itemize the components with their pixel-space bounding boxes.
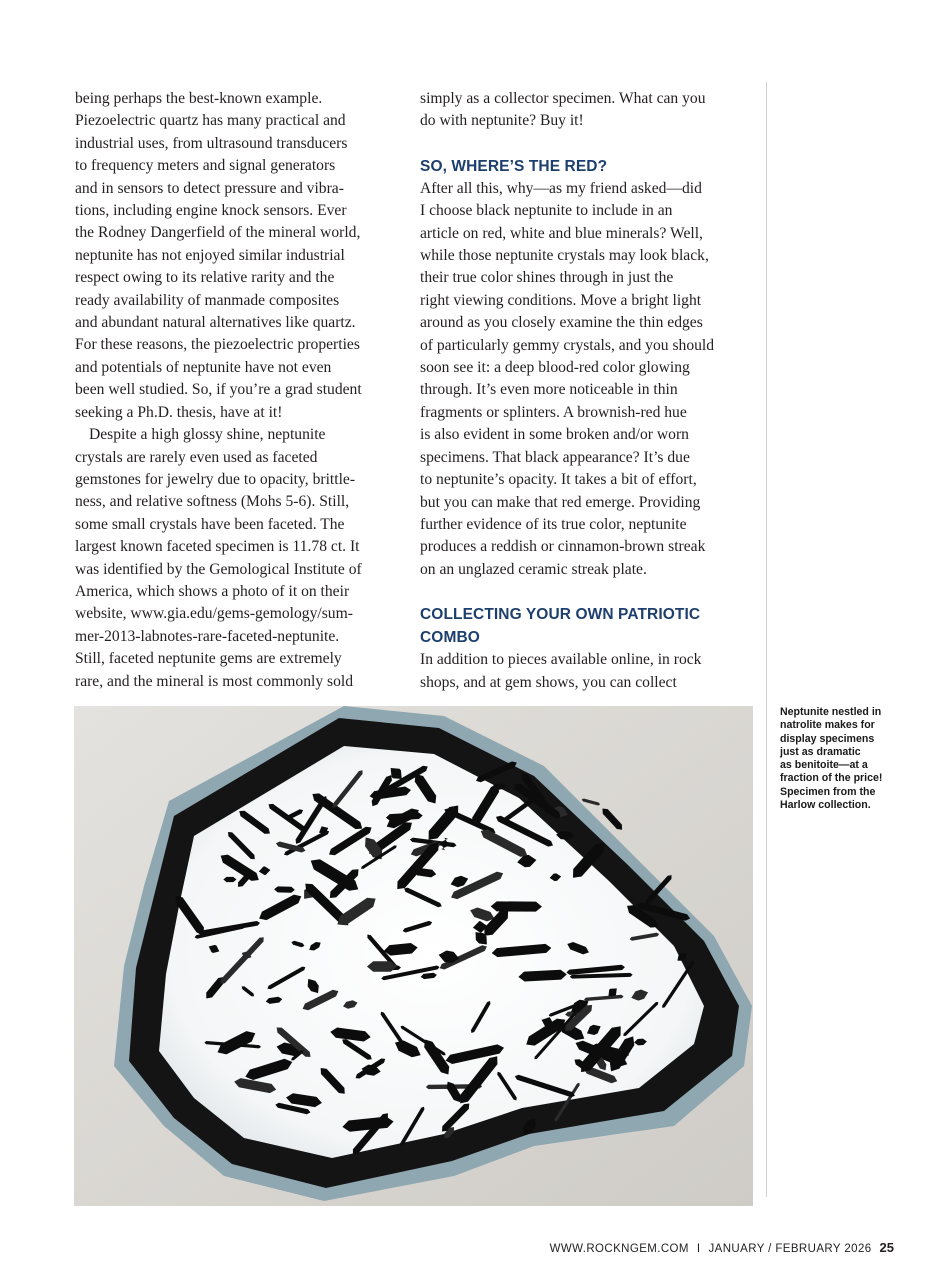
text-line: largest known faceted specimen is 11.78 ct. It: [75, 538, 360, 556]
text-line: Despite a high glossy shine, neptunite: [89, 426, 326, 444]
crystal-shape: [367, 961, 397, 972]
text-line: ness, and relative softness (Mohs 5-6). Still,: [75, 493, 350, 511]
text-line: I choose black neptunite to include in an: [420, 202, 673, 220]
text-line: fragments or splinters. A brownish-red hue: [420, 403, 687, 421]
text-line: do with neptunite? Buy it!: [420, 112, 584, 130]
text-line: right viewing conditions. Move a bright light: [420, 291, 702, 309]
footer-separator: I: [696, 1243, 701, 1255]
column-divider: [766, 82, 767, 1197]
text-line: industrial uses, from ultrasound transducers: [75, 134, 348, 152]
text-line: of particularly gemmy crystals, and you should: [420, 336, 715, 354]
text-line: through. It’s even more noticeable in thin: [420, 381, 678, 399]
text-line: the Rodney Dangerfield of the mineral world,: [75, 224, 361, 242]
page-number: 25: [879, 1240, 894, 1255]
text-line: their true color shines through in just the: [420, 269, 674, 287]
text-line: and in sensors to detect pressure and vibra-: [75, 179, 344, 197]
text-line: around as you closely examine the thin edges: [420, 314, 703, 332]
paragraph-piezoelectric: [75, 88, 411, 424]
text-line: but you can make that red emerge. Providing: [420, 493, 701, 511]
text-line: produces a reddish or cinnamon-brown streak: [420, 538, 706, 556]
text-line: America, which shows a photo of it on their: [75, 582, 350, 600]
text-line: shops, and at gem shows, you can collect: [420, 673, 677, 691]
text-line: was identified by the Gemological Institute of: [75, 560, 362, 578]
text-line: soon see it: a deep blood-red color glowing: [420, 359, 690, 377]
text-line: been well studied. So, if you’re a grad student: [75, 381, 362, 399]
caption-line: as benitoite—at a: [780, 759, 868, 772]
paragraph-red-color: [420, 178, 754, 581]
text-line: Piezoelectric quartz has many practical and: [75, 112, 346, 130]
text-line: neptunite has not enjoyed similar industrial: [75, 246, 345, 264]
page-footer: [550, 1240, 894, 1255]
section-heading-red: SO, WHERE’S THE RED?: [420, 157, 608, 175]
specimen-illustration: [74, 706, 753, 1206]
text-line: After all this, why—as my friend asked—did: [420, 179, 702, 197]
caption-line: display specimens: [780, 732, 875, 745]
text-line: ready availability of manmade composites: [75, 291, 340, 309]
caption-line: natrolite makes for: [780, 719, 875, 732]
caption-line: Specimen from the: [780, 785, 876, 798]
text-line: on an unglazed ceramic streak plate.: [420, 560, 647, 578]
caption-line: just as dramatic: [780, 745, 861, 758]
text-line: respect owing to its relative rarity and the: [75, 269, 335, 287]
text-line: to neptunite’s opacity. It takes a bit of effort,: [420, 471, 697, 489]
text-line: rare, and the mineral is most commonly sold: [75, 672, 354, 690]
neptunite-specimen-photo: [74, 706, 753, 1206]
text-line: For these reasons, the piezoelectric properties: [75, 336, 360, 354]
text-line: tions, including engine knock sensors. Ever: [75, 202, 347, 220]
text-line: to frequency meters and signal generators: [75, 157, 336, 175]
text-line: article on red, white and blue minerals? Well,: [420, 224, 703, 242]
heading-line: COMBO: [420, 629, 480, 647]
text-line: simply as a collector specimen. What can you: [420, 90, 706, 107]
text-line: specimens. That black appearance? It’s due: [420, 448, 690, 466]
text-line: seeking a Ph.D. thesis, have at it!: [75, 403, 283, 421]
text-line: and potentials of neptunite have not even: [75, 358, 332, 376]
text-line: and abundant natural alternatives like quartz.: [75, 314, 356, 332]
caption-line: Harlow collection.: [780, 799, 871, 812]
caption-line: fraction of the price!: [780, 772, 883, 785]
text-line: being perhaps the best-known example.: [75, 90, 323, 107]
text-line: some small crystals have been faceted. The: [75, 515, 345, 533]
crystal-shape: [491, 901, 542, 911]
paragraph-collect: [420, 649, 754, 694]
text-line: while those neptunite crystals may look black,: [420, 247, 709, 265]
caption-line: Neptunite nestled in: [780, 706, 882, 718]
footer-issue-date: JANUARY / FEBRUARY 2026: [708, 1243, 872, 1255]
photo-caption: [780, 706, 900, 812]
text-line: Still, faceted neptunite gems are extremely: [75, 650, 342, 668]
text-line: is also evident in some broken and/or worn: [420, 426, 689, 444]
text-line: crystals are rarely even used as faceted: [75, 448, 318, 466]
article-column-right: [420, 88, 754, 694]
heading-line: COLLECTING YOUR OWN PATRIOTIC: [420, 606, 701, 624]
text-line: In addition to pieces available online, in rock: [420, 651, 702, 669]
paragraph-faceted: [75, 424, 411, 693]
crystal-shape: [274, 886, 295, 893]
text-line: gemstones for jewelry due to opacity, brittle-: [75, 470, 356, 488]
footer-website: WWW.ROCKNGEM.COM: [549, 1243, 689, 1255]
text-line: website, www.gia.edu/gems-gemology/sum-: [75, 605, 353, 623]
paragraph-collector: [420, 88, 754, 133]
section-heading-collecting: [420, 603, 754, 649]
text-line: further evidence of its true color, neptunite: [420, 515, 687, 533]
text-line: mer-2013-labnotes-rare-faceted-neptunite.: [75, 627, 340, 645]
article-column-left: [75, 88, 411, 693]
